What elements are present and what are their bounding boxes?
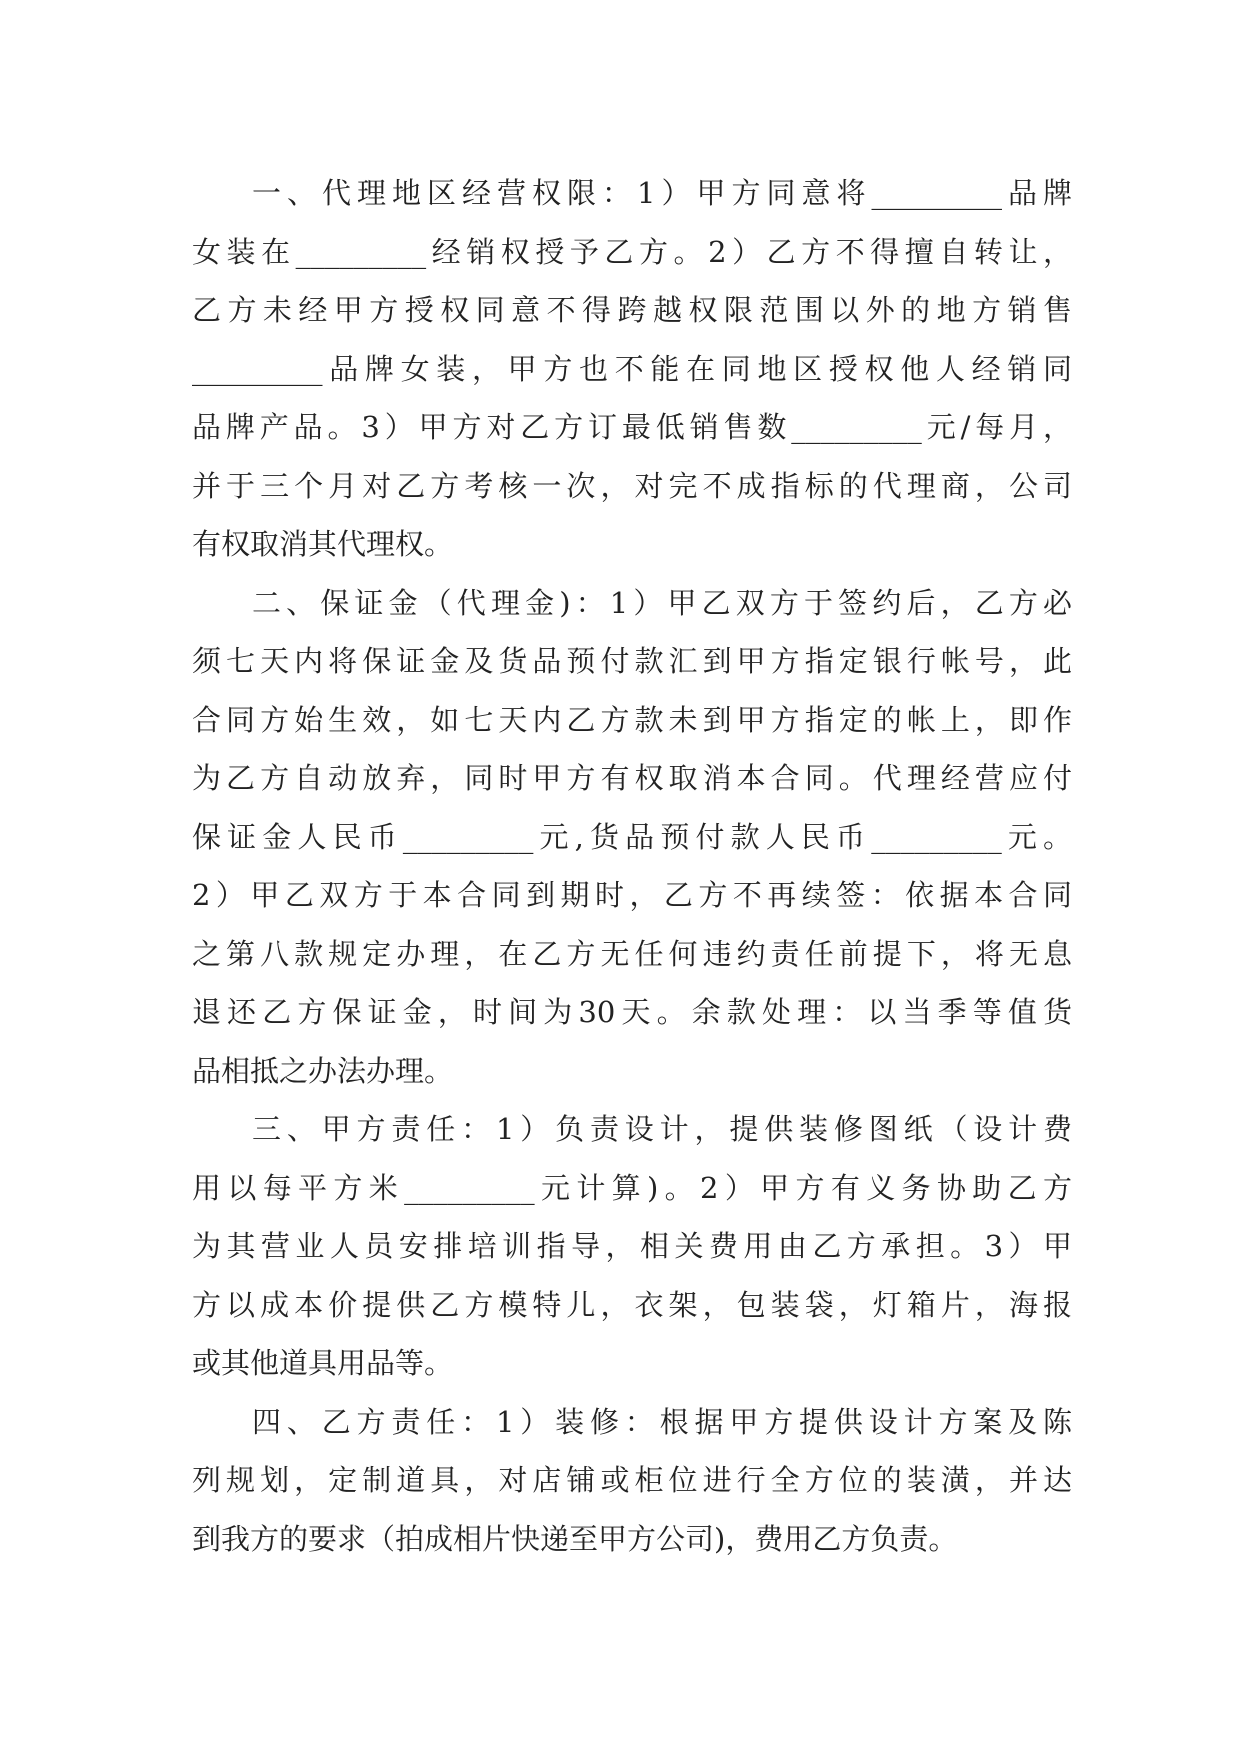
paragraph-deposit	[192, 574, 1072, 1101]
text-line: 女装在_________经销权授予乙方。2）乙方不得擅自转让，	[192, 234, 1072, 269]
text-line: 退还乙方保证金，时间为30天。余款处理：以当季等值货	[192, 995, 1072, 1029]
paragraph-party-b-duties	[192, 1393, 1072, 1569]
document-body	[192, 164, 1072, 1568]
text-line: 四、乙方责任：1）装修：根据甲方提供设计方案及陈	[252, 1404, 1072, 1439]
text-line: 三、甲方责任：1）负责设计，提供装修图纸（设计费	[252, 1112, 1072, 1146]
text-line: 须七天内将保证金及货品预付款汇到甲方指定银行帐号，此	[192, 644, 1072, 678]
text-line: 为其营业人员安排培训指导，相关费用由乙方承担。3）甲	[192, 1229, 1072, 1263]
text-line: 保证金人民币_________元,货品预付款人民币_________元。	[192, 819, 1072, 854]
text-line: 2）甲乙双方于本合同到期时，乙方不再续签：依据本合同	[192, 878, 1072, 912]
text-line: 并于三个月对乙方考核一次，对完不成指标的代理商，公司	[192, 468, 1072, 503]
text-line: 为乙方自动放弃，同时甲方有权取消本合同。代理经营应付	[192, 761, 1072, 795]
text-line: 或其他道具用品等。	[192, 1346, 454, 1380]
text-line: _________品牌女装，甲方也不能在同地区授权他人经销同	[192, 351, 1072, 386]
text-line: 之第八款规定办理，在乙方无任何违约责任前提下，将无息	[192, 936, 1072, 971]
text-line: 一、代理地区经营权限：1）甲方同意将_________品牌	[252, 176, 1072, 210]
text-line: 列规划，定制道具，对店铺或柜位进行全方位的装潢，并达	[192, 1463, 1072, 1497]
text-line: 品相抵之办法办理。	[192, 1053, 454, 1088]
text-line: 二、保证金（代理金)：1）甲乙双方于签约后，乙方必	[252, 585, 1072, 620]
text-line: 方以成本价提供乙方模特儿，衣架，包装袋，灯箱片，海报	[192, 1287, 1072, 1322]
text-line: 到我方的要求（拍成相片快递至甲方公司)，费用乙方负责。	[192, 1521, 958, 1556]
paragraph-party-a-duties	[192, 1100, 1072, 1393]
text-line: 用以每平方米_________元计算)。2）甲方有义务协助乙方	[192, 1170, 1072, 1205]
paragraph-agency-rights	[192, 164, 1072, 574]
text-line: 合同方始生效，如七天内乙方款未到甲方指定的帐上，即作	[192, 702, 1072, 737]
text-line: 有权取消其代理权。	[192, 527, 454, 561]
text-line: 品牌产品。3）甲方对乙方订最低销售数_________元/每月，	[192, 410, 1072, 444]
text-line: 乙方未经甲方授权同意不得跨越权限范围以外的地方销售	[192, 293, 1072, 327]
